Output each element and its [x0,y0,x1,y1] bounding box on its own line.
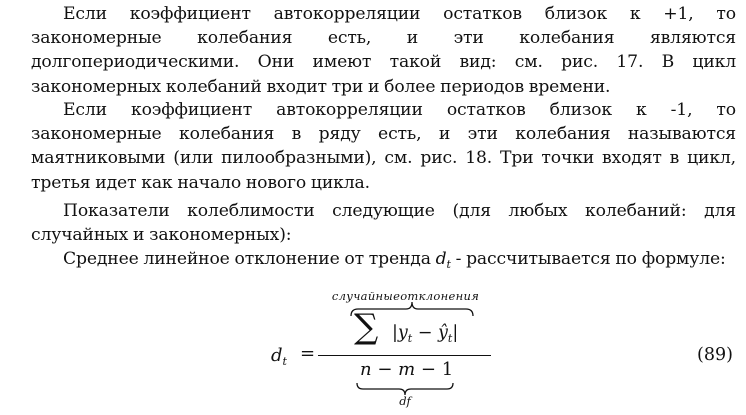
number-one: 1 [441,359,454,380]
formula-lhs-var: d [271,345,283,366]
formula-lhs [271,345,287,368]
formula-equals: = [300,343,316,364]
abs-open: | [392,323,398,343]
var-yhat-subscript: t [447,332,453,345]
overbrace-label: случайныеотклонения [331,289,480,303]
var-y: y [397,323,408,343]
formula-denominator [360,359,453,380]
paragraph-mean-linear-deviation [31,247,736,277]
var-m: m [398,359,416,380]
minus-sign-2: − [415,359,442,380]
minus-sign-1: − [371,359,399,380]
abs-close: | [452,323,459,343]
paragraph-oscillation-indicators: Показатели колеблимости следующие (для любых колебаний: для случайных и закономерных): [31,201,736,246]
var-n: n [360,359,372,380]
summation-sign: ∑ [354,307,379,347]
equation-number: (89) [697,345,733,365]
formula-lhs-subscript: t [282,355,287,368]
text-before-var: Среднее линейное отклонение от тренда [63,249,436,269]
fraction-bar [318,355,491,356]
text-after-var: - рассчитывается по формуле: [450,249,726,269]
inline-var-subscript: t [446,258,451,271]
paragraph-autocorrelation-positive: Если коэффициент автокорреляции остатков близок к +1, то закономерные колебания есть, и эти колебания являются долгопериодическими. Они имеют такой вид: см. рис. 17. В цикл закономерных колебаний входит три и более периодов времени. [31,4,736,97]
formula-89 [0,285,746,415]
inline-var-d: d [435,249,447,269]
var-y-subscript: t [407,332,413,345]
paragraph-autocorrelation-negative: Если коэффициент автокорреляции остатков близок к -1, то закономерные колебания в ряду есть, и эти колебания называются маятниковыми (или пилообразными), см. рис. 18. Три точки входят в цикл, третья идет как начало нового цикла. [31,100,736,193]
var-yhat: ŷ [438,323,448,343]
minus-sign: − [412,323,439,343]
formula-numerator [392,323,458,345]
underbrace-label: df [399,394,411,408]
